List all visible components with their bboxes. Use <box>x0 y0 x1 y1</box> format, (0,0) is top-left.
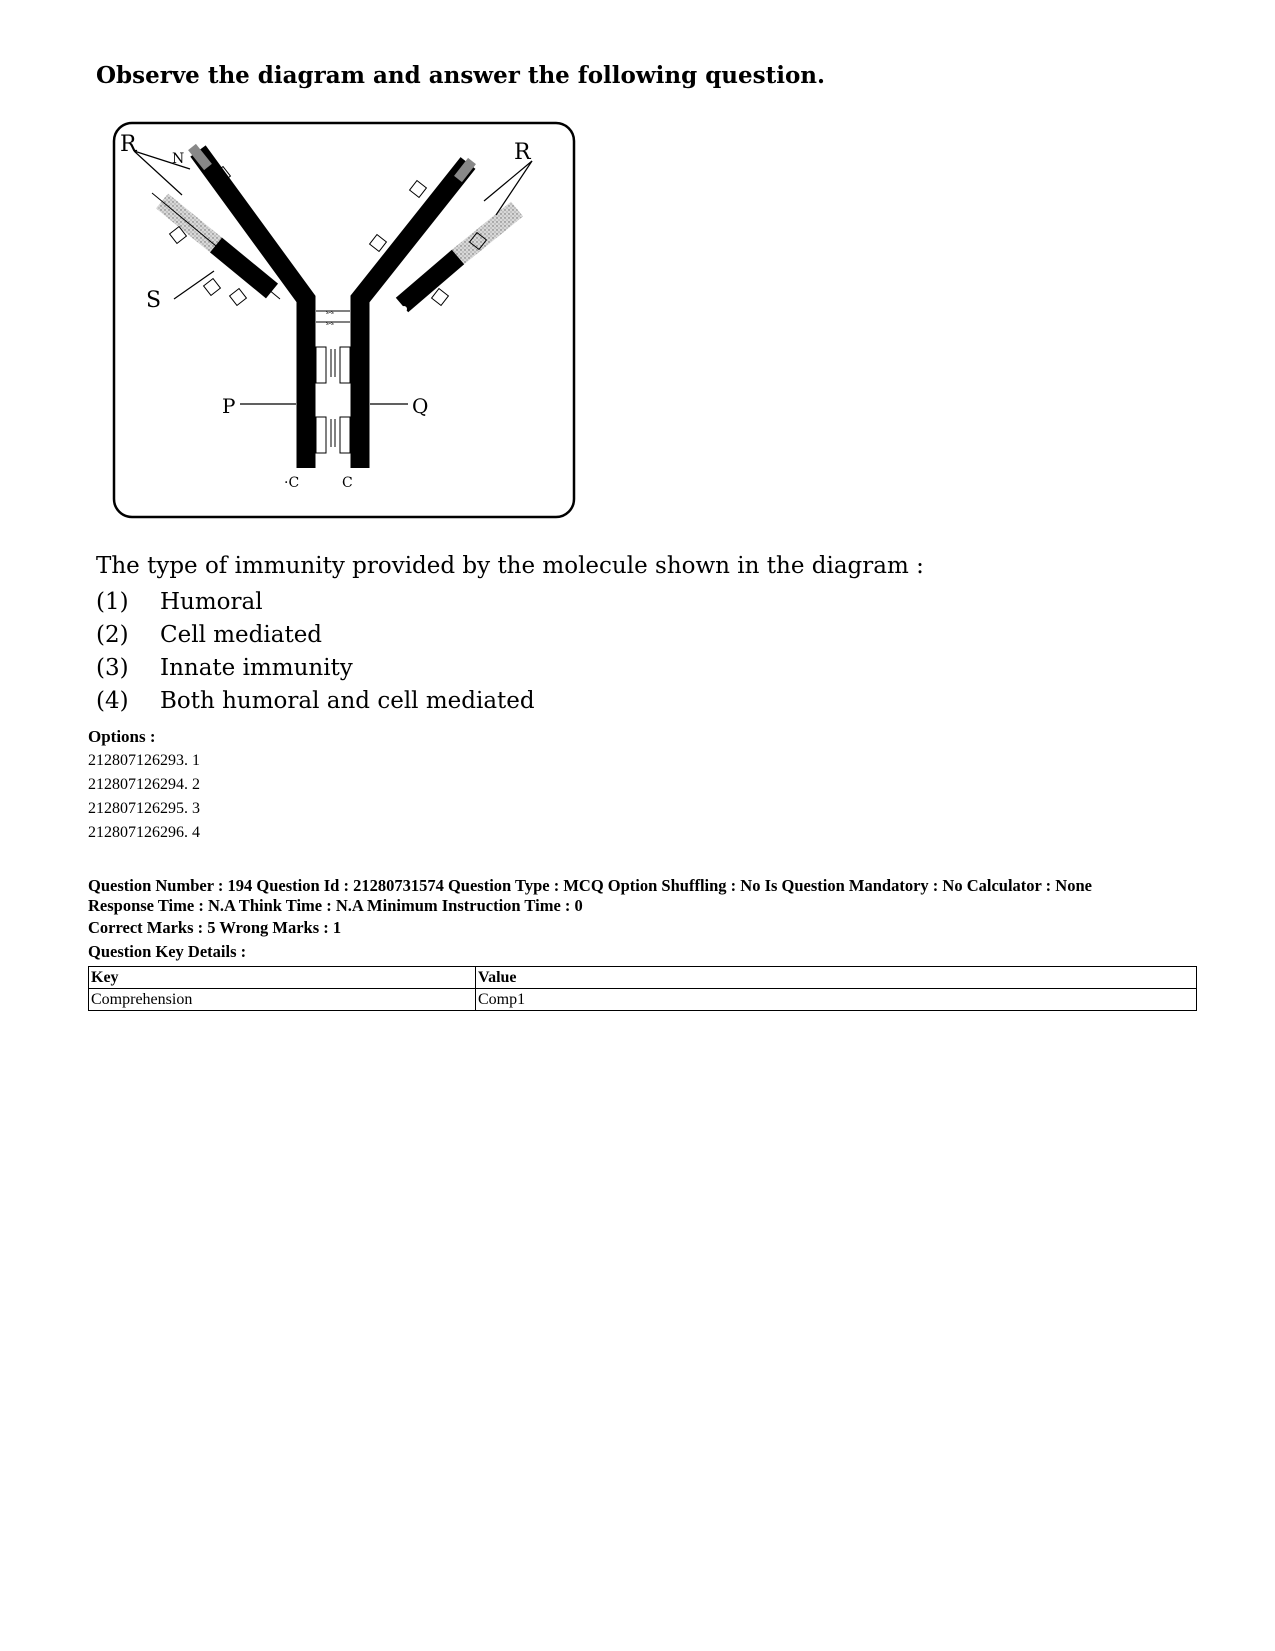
label-r-left: R <box>120 132 137 157</box>
svg-text:s-s: s-s <box>326 308 334 316</box>
table-header-row <box>89 967 1197 989</box>
option-item: 212807126293. 1 <box>88 752 200 769</box>
label-c-right: C <box>342 475 353 491</box>
option-item: 212807126296. 4 <box>88 824 200 841</box>
question-stem: The type of immunity provided by the molecule shown in the diagram : <box>96 553 924 579</box>
question-metadata <box>88 876 1198 916</box>
cell-key: Comprehension <box>89 989 476 1011</box>
antibody-figure <box>112 121 578 521</box>
choice-3 <box>96 655 535 688</box>
choice-text: Cell mediated <box>160 622 323 648</box>
choice-number: (3) <box>96 655 129 681</box>
diagram-frame <box>114 123 574 517</box>
choice-number: (1) <box>96 589 129 615</box>
choice-text: Humoral <box>160 589 263 615</box>
answer-choices <box>96 589 535 721</box>
label-n: N <box>172 151 185 167</box>
key-details-title: Question Key Details : <box>88 942 247 961</box>
cell-value: Comp1 <box>476 989 1197 1011</box>
choice-number: (4) <box>96 688 129 714</box>
option-item: 212807126295. 3 <box>88 800 200 817</box>
metadata-line-1: Question Number : 194 Question Id : 21280731574 Question Type : MCQ Option Shuffling : No Is Question Mandatory : No Calculator : None <box>88 876 1092 895</box>
marks-info: Correct Marks : 5 Wrong Marks : 1 <box>88 918 342 937</box>
header-value: Value <box>476 967 1197 989</box>
key-details-table <box>88 966 1197 1011</box>
metadata-line-2: Response Time : N.A Think Time : N.A Minimum Instruction Time : 0 <box>88 896 583 915</box>
choice-text: Innate immunity <box>160 655 353 681</box>
question-heading: Observe the diagram and answer the following question. <box>96 62 826 89</box>
choice-text: Both humoral and cell mediated <box>160 688 535 714</box>
choice-1 <box>96 589 535 622</box>
label-s: S <box>146 288 162 313</box>
choice-2 <box>96 622 535 655</box>
choice-number: (2) <box>96 622 129 648</box>
label-q: Q <box>412 394 429 418</box>
header-key: Key <box>89 967 476 989</box>
choice-4 <box>96 688 535 721</box>
options-title: Options : <box>88 727 156 746</box>
label-p: P <box>222 394 236 418</box>
table-row <box>89 989 1197 1011</box>
label-c-left: ·C <box>284 475 300 491</box>
antibody-diagram <box>112 121 578 521</box>
svg-text:s-s: s-s <box>326 319 334 327</box>
option-item: 212807126294. 2 <box>88 776 200 793</box>
label-r-right: R <box>514 140 531 165</box>
options-list <box>88 749 200 845</box>
